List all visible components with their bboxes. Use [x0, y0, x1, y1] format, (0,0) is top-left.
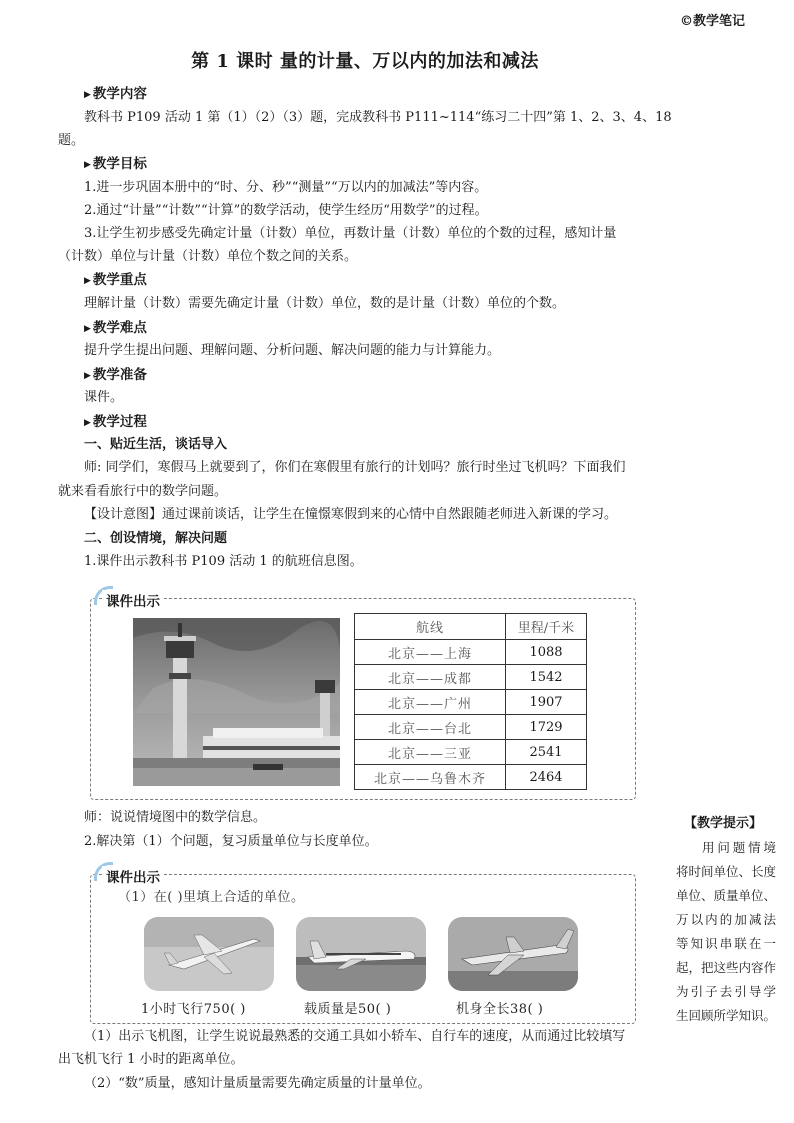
caption-body-length: 机身全长38( ) — [456, 1002, 544, 1017]
triangle-bullet-icon: ▶ — [84, 418, 91, 428]
section-heading-key: ▶ 教学重点 — [84, 272, 147, 288]
airplane-ground-photo — [296, 917, 426, 991]
say-info: 师：说说情境图中的数学信息。 — [84, 810, 267, 825]
tip-line: 万以内的加减法 — [676, 912, 776, 927]
column-header-route: 航线 — [355, 614, 506, 640]
route-cell: 北京——成都 — [355, 665, 506, 690]
triangle-bullet-icon: ▶ — [84, 90, 91, 100]
route-cell: 北京——广州 — [355, 690, 506, 715]
step-detail-2: （2）“数”质量，感知计量质量需要先确定质量的计量单位。 — [84, 1076, 431, 1091]
distance-cell: 2541 — [506, 740, 587, 765]
courseware-tag-2: 课件出示 — [102, 866, 164, 886]
goal-3-line-1: 3.让学生初步感受先确定计量（计数）单位，再数计量（计数）单位的个数的过程，感知计量 — [84, 226, 617, 241]
table-row — [355, 665, 587, 690]
table-row — [355, 715, 587, 740]
courseware-tag-1: 课件出示 — [102, 590, 164, 610]
content-line-2: 题。 — [58, 133, 85, 148]
page-header-note: ©教学笔记 — [680, 14, 746, 29]
tip-line: 为引子去引导学 — [676, 984, 776, 999]
section-heading-goals: ▶ 教学目标 — [84, 156, 147, 172]
section-heading-difficulty: ▶ 教学难点 — [84, 320, 147, 336]
airport-tower-photo — [133, 618, 340, 786]
section-heading-process: ▶ 教学过程 — [84, 414, 147, 430]
triangle-bullet-icon: ▶ — [84, 371, 91, 381]
key-point: 理解计量（计数）需要先确定计量（计数）单位，数的是计量（计数）单位的个数。 — [84, 296, 566, 311]
column-header-distance: 里程/千米 — [506, 614, 587, 640]
goal-2: 2.通过“计量”“计数”“计算”的数学活动，使学生经历“用数学”的过程。 — [84, 203, 488, 218]
distance-cell: 1542 — [506, 665, 587, 690]
distance-cell: 1729 — [506, 715, 587, 740]
goal-3-line-2: （计数）单位与计量（计数）单位个数之间的关系。 — [58, 249, 358, 264]
caption-flight-speed: 1小时飞行750( ) — [141, 1002, 246, 1017]
table-header-row — [355, 614, 587, 640]
section-heading-content: ▶ 教学内容 — [84, 86, 147, 102]
design-intent: 【设计意图】通过课前谈话，让学生在憧憬寒假到来的心情中自然跟随老师进入新课的学习。 — [84, 507, 618, 522]
flight-info-table — [354, 613, 587, 790]
table-row — [355, 765, 587, 790]
content-line-1: 教科书 P109 活动 1 第（1）（2）（3）题，完成教科书 P111~114“练习二十四”第 1、2、3、4、18 — [84, 110, 672, 125]
tip-line: 生回顾所学知识。 — [676, 1008, 777, 1023]
prep-text: 课件。 — [84, 390, 124, 405]
distance-cell: 1907 — [506, 690, 587, 715]
table-row — [355, 640, 587, 665]
tip-title: 【教学提示】 — [684, 816, 763, 831]
distance-cell: 1088 — [506, 640, 587, 665]
step-1: 1.课件出示教科书 P109 活动 1 的航班信息图。 — [84, 554, 363, 569]
table-row — [355, 690, 587, 715]
fill-question: （1）在( )里填上合适的单位。 — [118, 890, 305, 905]
triangle-bullet-icon: ▶ — [84, 160, 91, 170]
distance-cell: 2464 — [506, 765, 587, 790]
step-detail-1-line-2: 出飞机飞行 1 小时的距离单位。 — [58, 1052, 244, 1067]
lesson-title: 第 1 课时 量的计量、万以内的加法和减法 — [191, 51, 539, 72]
route-cell: 北京——三亚 — [355, 740, 506, 765]
caption-load-mass: 载质量是50( ) — [304, 1002, 392, 1017]
tip-line: 将时间单位、长度 — [676, 864, 777, 879]
tip-line: 等知识串联在一 — [676, 936, 776, 951]
part-1-heading: 一、贴近生活，谈话导入 — [84, 437, 228, 452]
route-cell: 北京——乌鲁木齐 — [355, 765, 506, 790]
route-cell: 北京——台北 — [355, 715, 506, 740]
section-heading-prep: ▶ 教学准备 — [84, 367, 147, 383]
triangle-bullet-icon: ▶ — [84, 324, 91, 334]
step-detail-1-line-1: （1）出示飞机图，让学生说说最熟悉的交通工具如小轿车、自行车的速度，从而通过比较填写 — [84, 1029, 626, 1044]
tip-line: 起，把这些内容作 — [676, 960, 777, 975]
triangle-bullet-icon: ▶ — [84, 276, 91, 286]
step-2: 2.解决第（1）个问题，复习质量单位与长度单位。 — [84, 834, 378, 849]
airplane-takeoff-photo — [448, 917, 578, 991]
route-cell: 北京——上海 — [355, 640, 506, 665]
difficulty-text: 提升学生提出问题、理解问题、分析问题、解决问题的能力与计算能力。 — [84, 343, 501, 358]
table-row — [355, 740, 587, 765]
talk-line-1: 师: 同学们，寒假马上就要到了，你们在寒假里有旅行的计划吗？旅行时坐过飞机吗？下面我们 — [84, 460, 626, 475]
goal-1: 1.进一步巩固本册中的“时、分、秒”“测量”“万以内的加减法”等内容。 — [84, 180, 488, 195]
tip-line: 单位、质量单位、 — [676, 888, 777, 903]
airplane-flying-photo — [144, 917, 274, 991]
talk-line-2: 就来看看旅行中的数学问题。 — [58, 484, 228, 499]
tip-line: 用问题情境 — [702, 840, 776, 855]
part-2-heading: 二、创设情境，解决问题 — [84, 531, 228, 546]
teaching-tip — [676, 836, 776, 1028]
